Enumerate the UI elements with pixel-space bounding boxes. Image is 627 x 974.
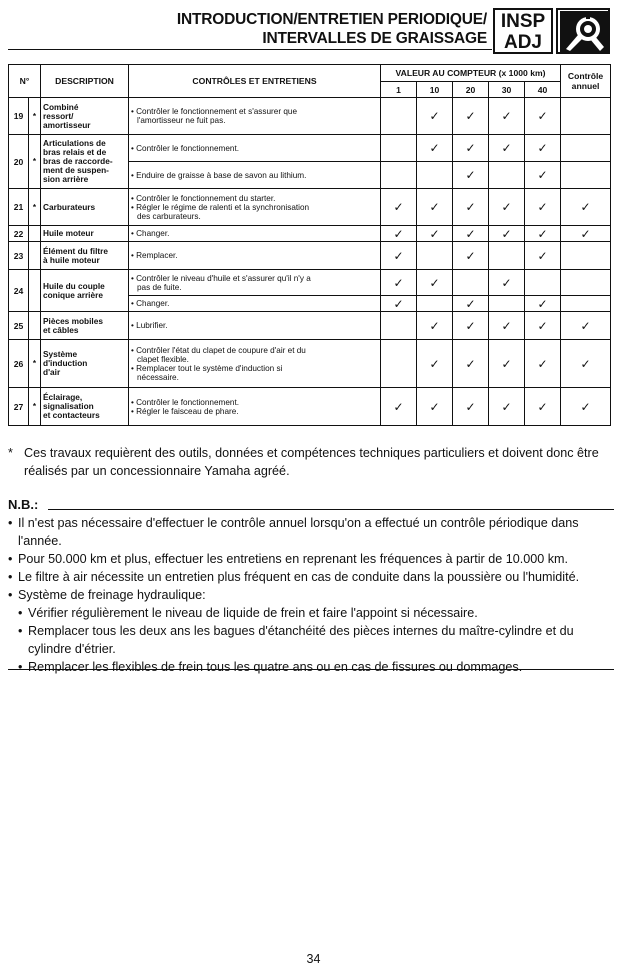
nb-text: Système de freinage hydraulique: [18, 588, 206, 602]
check-cell: ✓ [561, 312, 611, 340]
col-header-no: N° [9, 65, 41, 98]
check-cell: ✓ [489, 388, 525, 426]
check-cell: ✓ [489, 270, 525, 296]
check-cell [381, 135, 417, 162]
ctrl-line: pas de fuite. [137, 282, 182, 292]
check-cell: ✓ [453, 226, 489, 242]
page-title-line1: INTRODUCTION/ENTRETIEN PERIODIQUE/ [176, 11, 487, 28]
row-number: 21 [9, 189, 29, 226]
row-number: 24 [9, 270, 29, 312]
footnote-line: Ces travaux requièrent des outils, données et compétences techniques particuliers et doivent donc être [24, 446, 599, 460]
row-description [41, 312, 129, 340]
col-header-km: 40 [525, 82, 561, 98]
row-star: * [29, 98, 41, 135]
check-cell [453, 270, 489, 296]
check-cell: ✓ [489, 135, 525, 162]
footnote-star: * [8, 446, 13, 460]
check-cell: ✓ [453, 189, 489, 226]
check-cell: ✓ [453, 296, 489, 312]
check-cell: ✓ [453, 340, 489, 388]
row-description [41, 135, 129, 189]
nb-text: Vérifier régulièrement le niveau de liquide de frein et faire l'appoint si nécessaire. [28, 606, 478, 620]
check-cell: ✓ [561, 340, 611, 388]
desc-line: signalisation [43, 401, 94, 411]
section-code-insp: INSP [500, 11, 546, 32]
page-title [177, 10, 487, 48]
section-code-adj: ADJ [503, 32, 542, 53]
row-description [41, 340, 129, 388]
col-header-controls: CONTRÔLES ET ENTRETIENS [129, 65, 381, 98]
ctrl-line: • Contrôler le niveau d'huile et s'assurer qu'il n'y a [131, 273, 311, 283]
desc-line: conique arrière [43, 289, 103, 300]
check-cell: ✓ [453, 162, 489, 189]
check-cell: ✓ [417, 226, 453, 242]
check-cell: ✓ [381, 189, 417, 226]
check-cell: ✓ [525, 189, 561, 226]
check-cell: ✓ [453, 242, 489, 270]
check-cell: ✓ [561, 226, 611, 242]
row-control: • Contrôler le fonctionnement. [129, 135, 381, 162]
row-control: • Enduire de graisse à base de savon au lithium. [129, 162, 381, 189]
ctrl-line: des carburateurs. [137, 211, 201, 221]
check-cell [381, 340, 417, 388]
page-title-line2: INTERVALLES DE GRAISSAGE [262, 30, 487, 47]
row-number: 26 [9, 340, 29, 388]
check-cell: ✓ [561, 189, 611, 226]
nb-rule [48, 509, 614, 510]
check-cell: ✓ [381, 270, 417, 296]
check-cell [561, 162, 611, 189]
bullet: • [18, 624, 23, 638]
check-cell: ✓ [381, 226, 417, 242]
check-cell [417, 242, 453, 270]
row-description [41, 388, 129, 426]
desc-line: et câbles [43, 324, 79, 335]
check-cell [417, 296, 453, 312]
row-star: * [29, 135, 41, 189]
table-row [9, 270, 611, 296]
check-cell [561, 98, 611, 135]
table-row [9, 226, 611, 242]
table-footnote [8, 444, 614, 480]
footnote-line: réalisés par un concessionnaire Yamaha agréé. [24, 464, 290, 478]
desc-line: Système [43, 349, 78, 359]
desc-line: bras de raccorde- [43, 156, 113, 166]
col-header-km: 10 [417, 82, 453, 98]
desc-line: d'induction [43, 358, 88, 368]
table-row [9, 98, 611, 135]
row-number: 25 [9, 312, 29, 340]
col-header-km: 30 [489, 82, 525, 98]
ctrl-line: l'amortisseur ne fuit pas. [137, 116, 226, 125]
col-header-annual-line2: annuel [571, 81, 600, 91]
ctrl-line: • Contrôler le fonctionnement du starter. [131, 193, 276, 203]
check-cell: ✓ [489, 189, 525, 226]
ctrl-line: • Contrôler le fonctionnement et s'assurer que [131, 107, 297, 116]
check-cell: ✓ [525, 242, 561, 270]
check-cell [561, 242, 611, 270]
ctrl-line: clapet flexible. [137, 354, 189, 364]
row-star [29, 226, 41, 242]
check-cell: ✓ [381, 388, 417, 426]
row-description: Huile moteur [41, 226, 129, 242]
col-header-km: 20 [453, 82, 489, 98]
bullet: • [18, 606, 23, 620]
row-number: 27 [9, 388, 29, 426]
row-control: • Remplacer. [129, 242, 381, 270]
check-cell [561, 296, 611, 312]
nb-text: l'année. [18, 534, 62, 548]
desc-line: bras relais et de [43, 147, 107, 157]
bullet: • [8, 588, 13, 602]
nb-item [8, 586, 614, 604]
row-number: 22 [9, 226, 29, 242]
col-header-annual [561, 65, 611, 98]
desc-line: Éclairage, [43, 392, 83, 402]
check-cell: ✓ [489, 98, 525, 135]
ctrl-line: nécessaire. [137, 372, 179, 382]
ctrl-line: • Contrôler l'état du clapet de coupure d'air et du [131, 345, 306, 355]
check-cell: ✓ [525, 296, 561, 312]
row-star [29, 270, 41, 312]
desc-line: Huile du couple [43, 280, 105, 291]
check-cell [561, 270, 611, 296]
ctrl-line: • Régler le régime de ralenti et la synchronisation [131, 202, 310, 212]
check-cell: ✓ [489, 312, 525, 340]
row-number: 19 [9, 98, 29, 135]
check-cell: ✓ [525, 340, 561, 388]
row-control: • Changer. [129, 226, 381, 242]
section-code-box [493, 8, 553, 54]
row-control: • Changer. [129, 296, 381, 312]
nb-text: Pour 50.000 km et plus, effectuer les entretiens en reprenant les fréquences à partir de 10.000 km. [18, 552, 569, 566]
col-header-annual-line1: Contrôle [567, 71, 604, 81]
row-control [129, 189, 381, 226]
check-cell: ✓ [561, 388, 611, 426]
check-cell: ✓ [525, 135, 561, 162]
desc-line: Élément du filtre [43, 245, 109, 256]
footnote-text [24, 444, 614, 480]
desc-line: Articulations de [43, 138, 106, 148]
nb-subitem [8, 658, 614, 676]
col-header-description: DESCRIPTION [41, 65, 129, 98]
bullet: • [8, 552, 13, 566]
nb-text: Remplacer les flexibles de frein tous les quatre ans ou en cas de fissures ou dommages. [28, 660, 523, 674]
nb-item [8, 514, 614, 550]
desc-line: ment de suspen- [43, 165, 109, 175]
nb-text: cylindre d'étrier. [28, 642, 116, 656]
check-cell: ✓ [525, 312, 561, 340]
row-star: * [29, 189, 41, 226]
row-star [29, 242, 41, 270]
check-cell: ✓ [525, 162, 561, 189]
table-row [9, 189, 611, 226]
row-star: * [29, 388, 41, 426]
check-cell [417, 162, 453, 189]
check-cell: ✓ [417, 189, 453, 226]
page-header [0, 8, 627, 56]
desc-line: et contacteurs [43, 410, 100, 420]
check-cell: ✓ [381, 242, 417, 270]
desc-line: Pièces mobiles [43, 315, 103, 326]
check-cell: ✓ [525, 388, 561, 426]
col-header-odometer: VALEUR AU COMPTEUR (x 1000 km) [381, 65, 561, 82]
nb-subitem [8, 604, 614, 622]
section-icon-box [556, 8, 610, 54]
table-row [9, 135, 611, 162]
nb-item [8, 568, 614, 586]
wrench-inspection-icon [560, 11, 608, 53]
row-number: 20 [9, 135, 29, 189]
nb-text: Il n'est pas nécessaire d'effectuer le contrôle annuel lorsqu'on a effectué un contrôle périodique dans [18, 516, 579, 530]
check-cell: ✓ [417, 388, 453, 426]
row-star [29, 312, 41, 340]
desc-line: sion arrière [43, 174, 89, 184]
row-description [41, 98, 129, 135]
nb-bottom-rule [8, 669, 614, 670]
check-cell [489, 162, 525, 189]
row-control [129, 98, 381, 135]
check-cell: ✓ [417, 98, 453, 135]
nb-list [8, 514, 614, 676]
maintenance-table [8, 64, 611, 426]
check-cell: ✓ [417, 312, 453, 340]
bullet: • [18, 660, 23, 674]
check-cell: ✓ [525, 98, 561, 135]
nb-text: Remplacer tous les deux ans les bagues d'étanchéité des pièces internes du maître-cylindre et du [28, 624, 574, 638]
desc-line: Combiné [43, 101, 79, 112]
nb-label: N.B.: [8, 497, 39, 512]
check-cell [525, 270, 561, 296]
check-cell: ✓ [489, 340, 525, 388]
row-description [41, 270, 129, 312]
header-rule [8, 49, 492, 50]
check-cell: ✓ [417, 270, 453, 296]
check-cell [381, 162, 417, 189]
row-control [129, 340, 381, 388]
nb-text: Le filtre à air nécessite un entretien plus fréquent en cas de conduite dans la poussière ou l'humidité. [18, 570, 580, 584]
check-cell [381, 98, 417, 135]
nb-section [8, 496, 614, 674]
nb-subitem [8, 622, 614, 658]
check-cell [561, 135, 611, 162]
table-row [9, 388, 611, 426]
desc-line: à huile moteur [43, 254, 100, 265]
row-control [129, 270, 381, 296]
row-control: • Lubrifier. [129, 312, 381, 340]
row-description [41, 242, 129, 270]
desc-line: amortisseur [43, 119, 91, 130]
desc-line: ressort/ [43, 110, 74, 121]
ctrl-line: • Remplacer tout le système d'induction si [131, 363, 283, 373]
row-description: Carburateurs [41, 189, 129, 226]
table-row [9, 312, 611, 340]
row-number: 23 [9, 242, 29, 270]
row-control [129, 388, 381, 426]
table-row [9, 340, 611, 388]
check-cell: ✓ [453, 312, 489, 340]
check-cell [381, 312, 417, 340]
desc-line: d'air [43, 367, 61, 377]
check-cell: ✓ [417, 135, 453, 162]
check-cell [489, 242, 525, 270]
check-cell: ✓ [525, 226, 561, 242]
table-header-row [9, 65, 611, 82]
ctrl-line: • Régler le faisceau de phare. [131, 406, 239, 416]
row-star: * [29, 340, 41, 388]
page-number: 34 [306, 952, 321, 966]
check-cell: ✓ [489, 226, 525, 242]
check-cell: ✓ [417, 340, 453, 388]
col-header-km: 1 [381, 82, 417, 98]
table-row [9, 242, 611, 270]
check-cell: ✓ [453, 135, 489, 162]
bullet: • [8, 570, 13, 584]
bullet: • [8, 516, 13, 530]
check-cell [489, 296, 525, 312]
check-cell: ✓ [453, 388, 489, 426]
ctrl-line: • Contrôler le fonctionnement. [131, 397, 239, 407]
check-cell: ✓ [381, 296, 417, 312]
check-cell: ✓ [453, 98, 489, 135]
nb-item [8, 550, 614, 568]
